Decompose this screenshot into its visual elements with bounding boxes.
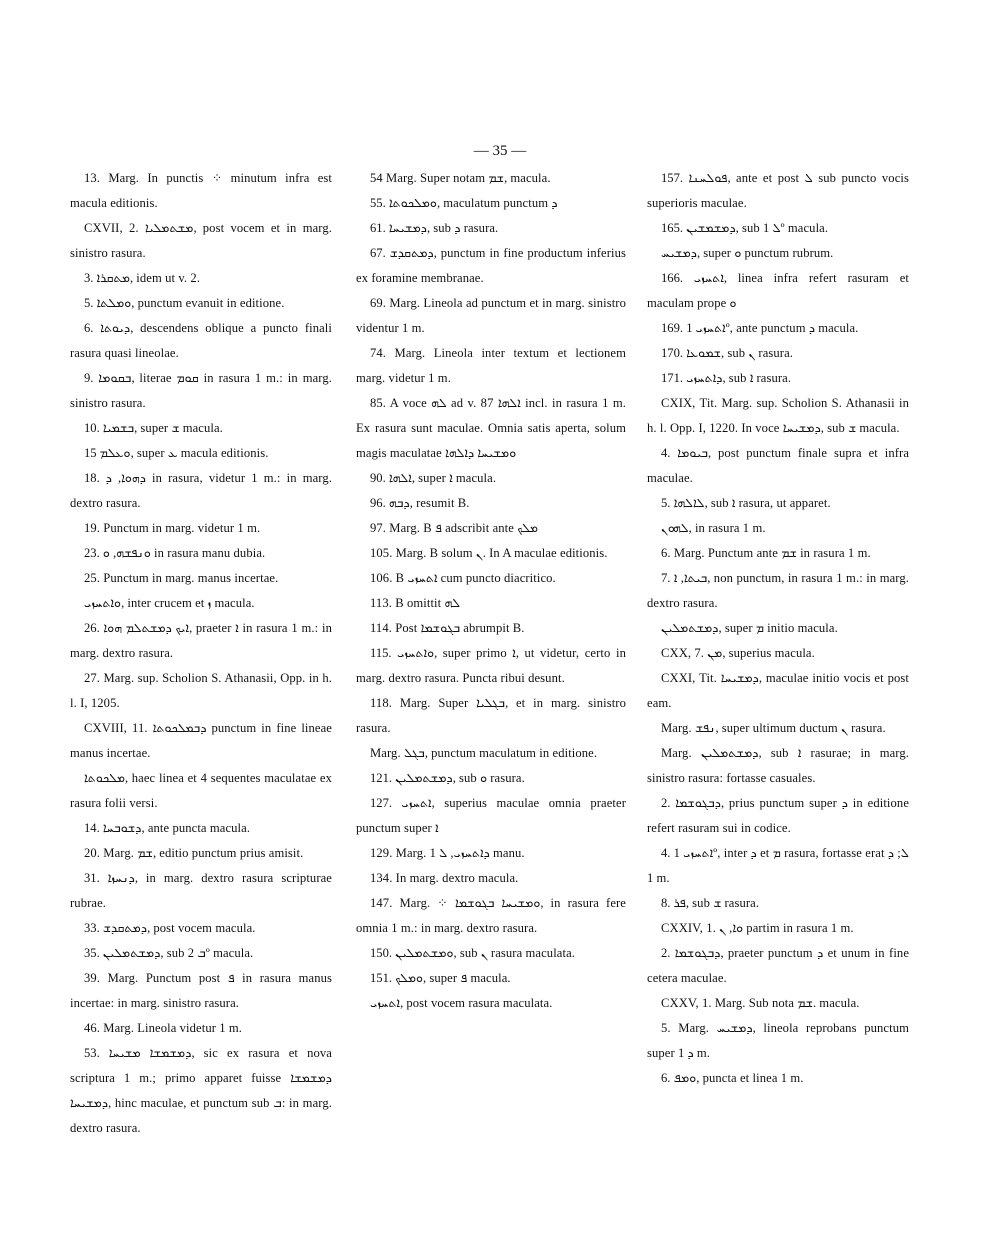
text-column-middle (356, 166, 626, 1016)
note-entry: 55. ܘܡܠܟܘܬܐ, maculatum punctum ܕ (370, 196, 558, 210)
note-entry: 2. ܕܒܓܘܫܡܐ, praeter punctum ܕ et unum in fine cetera maculae. (647, 946, 910, 985)
note-entry: 97. Marg. B ܦ adscribit ante ܡܠܟ (370, 521, 539, 535)
note-entry: Marg. ܒܓܠ, punctum maculatum in editione. (370, 746, 598, 760)
note-entry: 25. Punctum in marg. manus incertae. (84, 571, 279, 585)
note-entry: 169. ܐܬܚܙܝ 1º, ante punctum ܕ macula. (661, 321, 859, 335)
note-entry: 2. ܕܒܓܘܫܡܐ, prius punctum super ܕ in editione refert rasuram sui in codice. (647, 796, 910, 835)
note-entry: 10. ܒܫܡܝܐ, super ܫ macula. (84, 421, 223, 435)
note-entry: 8. ܦܪ, sub ܫ rasura. (661, 896, 760, 910)
note-entry: 150. ܘܡܫܬܡܠܝܢ, sub ܢ rasura maculata. (370, 946, 576, 960)
note-entry: 74. Marg. Lineola inter textum et lectionem marg. videtur 1 m. (356, 346, 626, 385)
note-entry: 166. ܐܬܚܙܝ, linea infra refert rasuram et maculam prope ܘ (647, 271, 910, 310)
note-entry: 26. ܐܝܟ ܕܡܫܬܠܡ ܗܘܐ, praeter ܐ in rasura 1 m.: in marg. dextro rasura. (70, 621, 332, 660)
note-entry: ܠܗܘܢ, in rasura 1 m. (661, 521, 766, 535)
note-entry: CXXV, 1. Marg. Sub nota ܫܡ. macula. (661, 996, 860, 1010)
note-entry: ܕܡܫܝܚ, super ܘ punctum rubrum. (661, 246, 834, 260)
note-entry: ܘܐܬܚܙܝ, inter crucem et ܙ macula. (84, 596, 255, 610)
note-entry: 134. In marg. dextro macula. (370, 871, 519, 885)
note-entry: 19. Punctum in marg. videtur 1 m. (84, 521, 261, 535)
note-entry: 31. ܕܢܚܙܐ, in marg. dextro rasura scripturae rubrae. (70, 871, 332, 910)
note-entry: Marg. ܢܦܫ, super ultimum ductum ܢ rasura. (661, 721, 886, 735)
note-entry: 90. ܐܠܗܐ, super ܐ macula. (370, 471, 497, 485)
note-entry: 9. ܒܩܘܡܐ, literae ܩܘܡ in rasura 1 m.: in marg. sinistro rasura. (70, 371, 333, 410)
note-entry: 6. ܕܝܘܬܐ, descendens oblique a puncto finali rasura quasi lineolae. (70, 321, 333, 360)
note-entry: 147. Marg. ⁘ ܘܡܫܝܚܐ ܒܓܘܫܡܐ, in rasura fere omnia 1 m.: in marg. dextro rasura. (356, 896, 626, 935)
note-entry: 129. Marg. ܕܐܬܚܙܝ, ܠ 1 manu. (370, 846, 525, 860)
note-entry: 20. Marg. ܫܡ, editio punctum prius amisit. (84, 846, 304, 860)
note-entry: CXIX, Tit. Marg. sup. Scholion S. Athanasii in h. l. Opp. I, 1220. In voce ܕܡܫܝܚܐ, sub ܫ macula. (647, 396, 909, 435)
note-entry: Marg. ܕܡܫܬܡܠܝܢ, sub ܐ rasurae; in marg. sinistro rasura: fortasse casuales. (647, 746, 909, 785)
note-entry: 105. Marg. B solum ܢ. In A maculae editionis. (370, 546, 608, 560)
note-entry: 39. Marg. Punctum post ܦ in rasura manus incertae: in marg. sinistro rasura. (70, 971, 333, 1010)
note-entry: CXVIII, 11. ܕܒܡܠܟܘܬܐ punctum in fine lineae manus incertae. (70, 721, 332, 760)
note-entry: 6. Marg. Punctum ante ܫܡ in rasura 1 m. (661, 546, 871, 560)
note-entry: 5. ܘܡܠܬܐ, punctum evanuit in editione. (84, 296, 285, 310)
note-entry: 15 ܘܥܠܡ, super ܥ macula editionis. (84, 446, 269, 460)
note-entry: 69. Marg. Lineola ad punctum et in marg. sinistro videntur 1 m. (356, 296, 626, 335)
note-entry: 106. B ܐܬܚܙܝ cum puncto diacritico. (370, 571, 556, 585)
note-entry: 4. ܒܝܘܡܐ, post punctum finale supra et infra maculae. (647, 446, 910, 485)
note-entry: 165. ܕܡܫܡܫܝܢ, sub ܠ 1º macula. (661, 221, 829, 235)
note-entry: ܐܬܚܙܝ, post vocem rasura maculata. (370, 996, 553, 1010)
note-entry: 61. ܕܡܫܝܚܐ, sub ܕ rasura. (370, 221, 499, 235)
note-entry: 170. ܫܡܘܥܐ, sub ܢ rasura. (661, 346, 794, 360)
note-entry: 171. ܕܐܬܚܙܝ, sub ܐ rasura. (661, 371, 792, 385)
note-entry: 127. ܐܬܚܙܝ, superius maculae omnia praeter punctum super ܐ (356, 796, 626, 835)
note-entry: ܕܡܫܬܡܠܝܢ, super ܡ initio macula. (661, 621, 838, 635)
note-entry: 23. ܘܢܦܫܗ, ܘ in rasura manu dubia. (84, 546, 266, 560)
note-entry: 4. ܐܬܚܙܝ 1º, inter ܕ et ܡ rasura, fortasse erat ܠ; ܕ 1 m. (647, 846, 909, 885)
note-entry: CXXIV, 1. ܘܐ, ܢ partim in rasura 1 m. (661, 921, 854, 935)
note-entry: 14. ܕܫܘܒܚܐ, ante puncta macula. (84, 821, 251, 835)
note-entry: 18. ܕܗܘܐ, ܕ in rasura, videtur 1 m.: in marg. dextro rasura. (70, 471, 332, 510)
note-entry: 115. ܘܐܬܚܙܝ, super primo ܐ, ut videtur, certo in marg. dextro rasura. Puncta ribui desunt. (356, 646, 626, 685)
note-entry: 13. Marg. In punctis ⁘ minutum infra est macula editionis. (70, 171, 332, 210)
note-entry: 33. ܕܡܬܩܕܫ, post vocem macula. (84, 921, 256, 935)
page-number: — 35 — (473, 143, 527, 159)
note-entry: 54 Marg. Super notam ܫܡ, macula. (370, 171, 551, 185)
note-entry: 27. Marg. sup. Scholion S. Athanasii, Opp. in h. l. I, 1205. (70, 671, 332, 710)
note-entry: 85. A voce ܠܗ ad v. 87 ܐܠܗܐ incl. in rasura 1 m. Ex rasura sunt maculae. Omnia satis aperta, solum magis maculatae ܘܡܫܝܚܐ ܕܐܠܗܐ (356, 396, 627, 460)
text-column-right (647, 166, 909, 1091)
note-entry: 114. Post ܒܓܘܫܡܐ abrumpit B. (370, 621, 525, 635)
note-entry: CXX, 7. ܡܢ, superius macula. (661, 646, 815, 660)
note-entry: 53. ܕܡܫܡܫܐ ܡܫܝܚܐ, sic ex rasura et nova scriptura 1 m.; primo apparet fuisse ܕܡܫܡܫܐ ܕܡܫܝܚܐ, hinc maculae, et punctum sub ܒ: in marg. dextro rasura. (70, 1046, 333, 1135)
note-entry: 157. ܦܘܠܚܢܐ, ante et post ܠ sub puncto vocis superioris maculae. (647, 171, 909, 210)
note-entry: 67. ܕܡܬܩܕܫ, punctum in fine productum inferius ex foramine membranae. (356, 246, 626, 285)
note-entry: 96. ܕܒܗ, resumit B. (370, 496, 470, 510)
note-entry: CXVII, 2. ܡܫܬܡܠܝܐ, post vocem et in marg. sinistro rasura. (70, 221, 332, 260)
note-entry: ܡܠܟܘܬܐ, haec linea et 4 sequentes maculatae ex rasura folii versi. (70, 771, 332, 810)
text-column-left (70, 166, 332, 1141)
note-entry: 151. ܘܡܠܟ, super ܦ macula. (370, 971, 511, 985)
note-entry: 5. ܠܐܠܗܐ, sub ܐ rasura, ut apparet. (661, 496, 831, 510)
note-entry: 5. Marg. ܕܡܫܝܚ, lineola reprobans punctum super ܕ 1 m. (647, 1021, 910, 1060)
note-entry: 6. ܘܡܦ, puncta et linea 1 m. (661, 1071, 804, 1085)
note-entry: 35. ܕܡܫܬܡܠܝܢ, sub ܒ 2º macula. (84, 946, 254, 960)
note-entry: 46. Marg. Lineola videtur 1 m. (84, 1021, 243, 1035)
note-entry: CXXI, Tit. ܕܡܫܝܚܐ, maculae initio vocis et post eam. (647, 671, 909, 710)
note-entry: 113. B omittit ܠܗ (370, 596, 461, 610)
note-entry: 3. ܡܬܩܪܐ, idem ut v. 2. (84, 271, 201, 285)
note-entry: 118. Marg. Super ܒܓܠܝܐ, et in marg. sinistro rasura. (356, 696, 626, 735)
note-entry: 7. ܒܝܬܐ, ܐ, non punctum, in rasura 1 m.: in marg. dextro rasura. (647, 571, 909, 610)
note-entry: 121. ܕܡܫܬܡܠܝܢ, sub ܘ rasura. (370, 771, 525, 785)
